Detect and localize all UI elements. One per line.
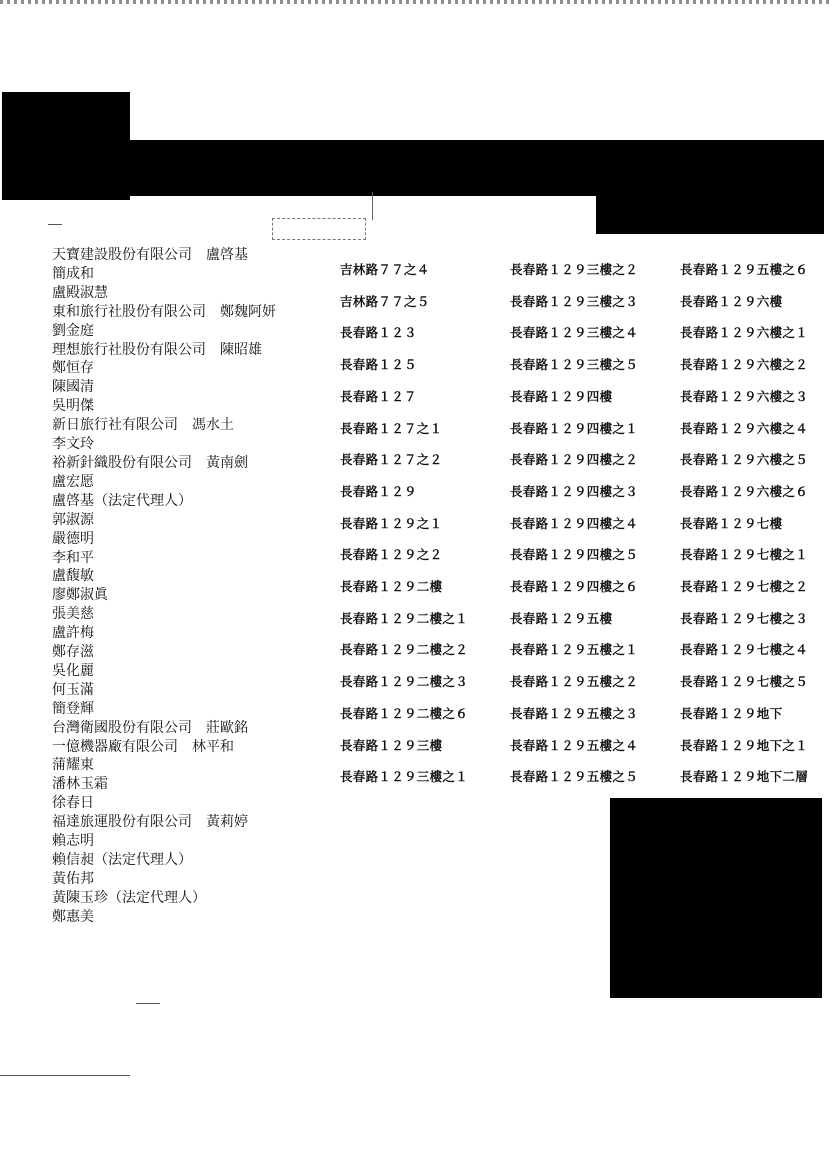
address-entry: 長春路１２９三樓之５ — [510, 357, 639, 373]
address-entry: 長春路１２９五樓之６ — [680, 262, 809, 277]
address-column-2 — [510, 254, 638, 793]
owner-name: 黃佑邦 — [52, 870, 94, 887]
address-entry: 長春路１２９地下之１ — [680, 737, 809, 753]
owner-name: 福達旅運股份有限公司 黃莉婷 — [52, 814, 248, 831]
owner-name: 潘林玉霜 — [52, 776, 108, 793]
address-entry: 長春路１２９三樓 — [340, 737, 443, 753]
owner-name: 郭淑源 — [52, 511, 94, 528]
address-entry: 長春路１２９七樓之４ — [680, 642, 809, 658]
address-entry: 長春路１２９六樓 — [680, 293, 783, 309]
owner-name: 簡登輝 — [52, 700, 94, 717]
owner-name: 鄭恒存 — [52, 360, 94, 377]
owner-name: 賴信昶（法定代理人） — [52, 852, 192, 868]
owner-name: 嚴德明 — [52, 530, 94, 547]
address-entry: 長春路１２９三樓之１ — [340, 769, 469, 785]
owner-name: 廖鄭淑眞 — [52, 587, 108, 604]
address-entry: 長春路１２９五樓之４ — [510, 737, 639, 753]
address-entry: 長春路１２９三樓之３ — [510, 293, 639, 309]
owner-name: 賴志明 — [52, 833, 94, 850]
address-column-3 — [680, 254, 808, 793]
owner-name: 台灣衛國股份有限公司 莊歐銘 — [52, 719, 248, 736]
address-entry: 長春路１２９六樓之２ — [680, 357, 809, 373]
address-entry: 長春路１２９七樓之５ — [680, 674, 809, 690]
scan-line — [0, 1075, 130, 1076]
address-entry: 吉林路７７之５ — [340, 293, 430, 309]
address-entry: 長春路１２７之２ — [340, 452, 443, 468]
address-entry: 長春路１２９四樓之６ — [510, 579, 639, 595]
owner-name: 盧殿淑慧 — [52, 284, 108, 301]
address-entry: 長春路１２９六樓之６ — [680, 483, 809, 499]
owner-name: 盧馥敏 — [52, 568, 94, 585]
owner-name: 簡成和 — [52, 265, 94, 282]
owner-name: 陳國清 — [52, 379, 94, 396]
owner-name: 新日旅行社有限公司 馮水土 — [52, 417, 234, 434]
owner-name: 鄭惠美 — [52, 908, 94, 925]
address-entry: 長春路１２９二樓之２ — [340, 642, 469, 658]
owner-name: 李和平 — [52, 549, 94, 566]
scan-line — [136, 1003, 160, 1004]
address-entry: 長春路１２９地下二層 — [680, 769, 809, 785]
address-entry: 長春路１２９七樓之１ — [680, 547, 809, 563]
address-entry: 長春路１２９之２ — [340, 547, 443, 563]
scan-noise-top — [0, 0, 832, 4]
owner-name: 盧啓基（法定代理人） — [52, 492, 192, 509]
address-entry: 長春路１２９五樓 — [510, 610, 613, 626]
redaction-block-top-right — [596, 140, 824, 234]
owner-name: 天寶建設股份有限公司 盧啓基 — [52, 247, 248, 263]
owner-name: 張美慈 — [52, 606, 94, 623]
address-entry: 長春路１２９四樓 — [510, 388, 613, 404]
address-entry: 長春路１２９七樓之３ — [680, 610, 809, 626]
owner-name: 盧宏愿 — [52, 473, 94, 490]
owner-name: 東和旅行社股份有限公司 鄭魏阿妍 — [52, 303, 276, 320]
address-column-1 — [340, 254, 468, 793]
owner-name: 一億機器廠有限公司 林平和 — [52, 738, 234, 755]
address-entry: 長春路１２５ — [340, 357, 417, 373]
address-entry: 長春路１２９四樓之３ — [510, 483, 639, 499]
stamp-mark — [372, 192, 553, 220]
address-entry: 長春路１２９七樓 — [680, 515, 783, 531]
address-entry: 長春路１２９四樓之１ — [510, 420, 639, 436]
address-entry: 長春路１２９六樓之３ — [680, 388, 809, 404]
owner-name: 鄭存滋 — [52, 644, 94, 661]
address-entry: 長春路１２９五樓之５ — [510, 769, 639, 785]
address-entry: 長春路１２９五樓之２ — [510, 674, 639, 690]
address-entry: 長春路１２９二樓之１ — [340, 610, 469, 626]
address-entry: 長春路１２９三樓之２ — [510, 262, 639, 277]
address-entry: 長春路１２９ — [340, 483, 417, 499]
stamp-mark-small — [272, 218, 366, 240]
address-entry: 吉林路７７之４ — [340, 262, 430, 277]
owner-name: 李文玲 — [52, 436, 94, 453]
address-entry: 長春路１２９二樓之３ — [340, 674, 469, 690]
address-entry: 長春路１２９二樓之６ — [340, 705, 469, 721]
owner-name: 何玉滿 — [52, 681, 94, 698]
owner-name-list — [52, 246, 276, 927]
owner-name: 蒲耀東 — [52, 757, 94, 774]
address-entry: 長春路１２９七樓之２ — [680, 579, 809, 595]
address-entry: 長春路１２７之１ — [340, 420, 443, 436]
address-entry: 長春路１２９六樓之１ — [680, 325, 809, 341]
redaction-block-bottom-right — [610, 798, 822, 998]
address-entry: 長春路１２９二樓 — [340, 579, 443, 595]
address-entry: 長春路１２９五樓之３ — [510, 705, 639, 721]
address-entry: 長春路１２９之１ — [340, 515, 443, 531]
address-entry: 長春路１２９五樓之１ — [510, 642, 639, 658]
owner-name: 黃陳玉珍（法定代理人） — [52, 889, 206, 906]
address-entry: 長春路１２９四樓之４ — [510, 515, 639, 531]
owner-name: 吳明傑 — [52, 398, 94, 415]
address-entry: 長春路１２９四樓之２ — [510, 452, 639, 468]
scan-line — [48, 224, 62, 225]
owner-name: 裕新針織股份有限公司 黃南劍 — [52, 454, 248, 471]
address-entry: 長春路１２３ — [340, 325, 417, 341]
address-entry: 長春路１２９四樓之５ — [510, 547, 639, 563]
owner-name: 徐春日 — [52, 795, 94, 812]
owner-name: 盧許梅 — [52, 625, 94, 642]
address-entry: 長春路１２９地下 — [680, 705, 783, 721]
address-entry: 長春路１２９六樓之５ — [680, 452, 809, 468]
owner-name: 理想旅行社股份有限公司 陳昭雄 — [52, 341, 262, 358]
address-entry: 長春路１２７ — [340, 388, 417, 404]
address-entry: 長春路１２９三樓之４ — [510, 325, 639, 341]
address-entry: 長春路１２９六樓之４ — [680, 420, 809, 436]
owner-name: 劉金庭 — [52, 322, 94, 339]
owner-name: 吳化麗 — [52, 662, 94, 679]
